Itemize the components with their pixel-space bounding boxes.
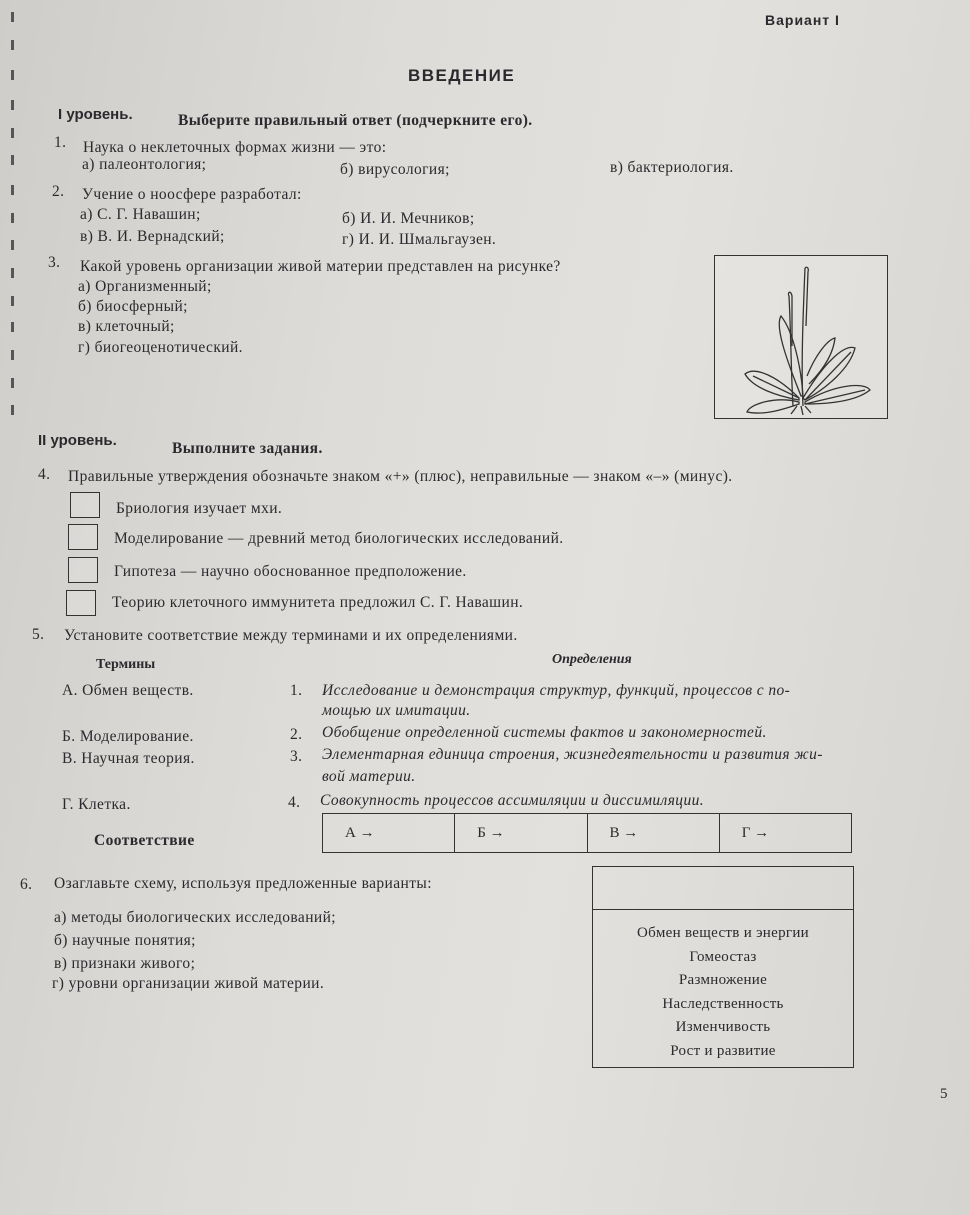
match-label: Соответствие [94, 832, 195, 849]
q6-number: 6. [20, 876, 33, 893]
q4-checkbox-1[interactable] [70, 492, 100, 518]
q6-text: Озаглавьте схему, используя предложенные варианты: [54, 875, 432, 892]
scheme-box [592, 866, 854, 1068]
q5-text: Установите соответствие между терминами и их определениями. [64, 627, 518, 644]
q1-option-c[interactable]: в) бактериология. [610, 159, 734, 176]
q2-option-d[interactable]: г) И. И. Шмальгаузен. [342, 231, 497, 248]
definition-1-line2: мощью их имитации. [322, 702, 471, 719]
q6-option-c: в) признаки живого; [54, 955, 196, 972]
level2-label: II уровень. [38, 432, 117, 449]
definition-4-line1: Совокупность процессов ассимиляции и диссимиляции. [320, 792, 705, 809]
level1-instruction: Выберите правильный ответ (подчеркните его). [178, 112, 533, 129]
definition-4-number: 4. [288, 794, 301, 811]
q2-number: 2. [52, 183, 65, 200]
scheme-item-1: Обмен веществ и энергии [636, 925, 810, 941]
q2-option-a[interactable]: а) С. Г. Навашин; [80, 206, 201, 223]
match-cell-d-label: Г → [741, 824, 770, 841]
scheme-item-2: Гомеостаз [689, 948, 757, 965]
level2-instruction: Выполните задания. [172, 440, 323, 457]
q3-option-a[interactable]: а) Организменный; [78, 278, 212, 295]
level1-label: I уровень. [58, 106, 133, 123]
q6-option-a: а) методы биологических исследований; [54, 909, 336, 926]
definition-1-number: 1. [290, 682, 303, 699]
q4-statement-3: Гипотеза — научно обоснованное предположение. [114, 563, 467, 580]
q4-checkbox-4[interactable] [66, 590, 96, 616]
definition-1-line1: Исследование и демонстрация структур, функций, процессов с по- [322, 682, 791, 699]
definition-3-line2: вой материи. [322, 768, 416, 785]
scheme-title-field[interactable] [593, 867, 853, 910]
page-number: 5 [940, 1086, 948, 1102]
variant-label: Вариант I [765, 12, 840, 28]
definition-3-line1: Элементарная единица строения, жизнедеятельности и развития жи- [322, 746, 823, 763]
definition-2-line1: Обобщение определенной системы фактов и закономерностей. [322, 724, 767, 741]
q2-option-c[interactable]: в) В. И. Вернадский; [80, 228, 225, 245]
match-cell-b-label: Б → [477, 824, 505, 841]
q1-number: 1. [54, 134, 67, 151]
q4-checkbox-3[interactable] [68, 557, 98, 583]
definitions-header: Определения [552, 652, 632, 667]
q6-option-d: г) уровни организации живой материи. [52, 975, 325, 992]
q3-text: Какой уровень организации живой материи представлен на рисунке? [80, 258, 561, 275]
q1-text: Наука о неклеточных формах жизни — это: [83, 139, 387, 156]
q4-number: 4. [38, 466, 51, 483]
q4-text: Правильные утверждения обозначьте знаком «+» (плюс), неправильные — знаком «–» (минус). [68, 468, 733, 485]
q2-option-b[interactable]: б) И. И. Мечников; [342, 210, 475, 227]
q3-option-d[interactable]: г) биогеоценотический. [78, 339, 243, 356]
terms-header: Термины [96, 657, 156, 672]
q2-text: Учение о ноосфере разработал: [82, 186, 302, 203]
q4-checkbox-2[interactable] [68, 524, 98, 550]
scheme-item-5: Изменчивость [675, 1019, 771, 1035]
scheme-item-3: Размножение [678, 972, 768, 988]
q6-option-b: б) научные понятия; [54, 932, 196, 949]
definition-3-number: 3. [290, 748, 303, 765]
q5-number: 5. [32, 626, 45, 643]
q4-statement-1: Бриология изучает мхи. [116, 500, 283, 517]
term-b: Б. Моделирование. [62, 728, 194, 745]
q4-statement-4: Теорию клеточного иммунитета предложил С. Г. Навашин. [112, 594, 524, 611]
q3-number: 3. [48, 254, 61, 271]
q1-option-a[interactable]: а) палеонтология; [82, 156, 207, 173]
match-cell-a-label: А → [345, 824, 375, 841]
match-cell-b[interactable] [455, 814, 587, 852]
match-cell-d[interactable] [720, 814, 851, 852]
plant-illustration [715, 256, 887, 418]
scheme-item-6: Рост и развитие [670, 1042, 776, 1059]
q4-statement-2: Моделирование — древний метод биологических исследований. [114, 530, 564, 547]
plant-figure [714, 255, 888, 419]
q3-option-c[interactable]: в) клеточный; [78, 318, 175, 335]
term-c: В. Научная теория. [62, 750, 195, 767]
scheme-list [593, 910, 853, 1063]
q3-option-b[interactable]: б) биосферный; [78, 298, 188, 315]
match-cell-a[interactable] [323, 814, 455, 852]
page-title: ВВЕДЕНИЕ [408, 66, 516, 85]
match-table [322, 813, 852, 853]
match-cell-c[interactable] [588, 814, 720, 852]
match-cell-c-label: В → [609, 824, 639, 841]
definition-2-number: 2. [290, 726, 303, 743]
scheme-item-4: Наследственность [662, 995, 784, 1012]
q1-option-b[interactable]: б) вирусология; [340, 161, 450, 178]
term-a: А. Обмен веществ. [62, 682, 194, 699]
term-d: Г. Клетка. [62, 796, 131, 813]
